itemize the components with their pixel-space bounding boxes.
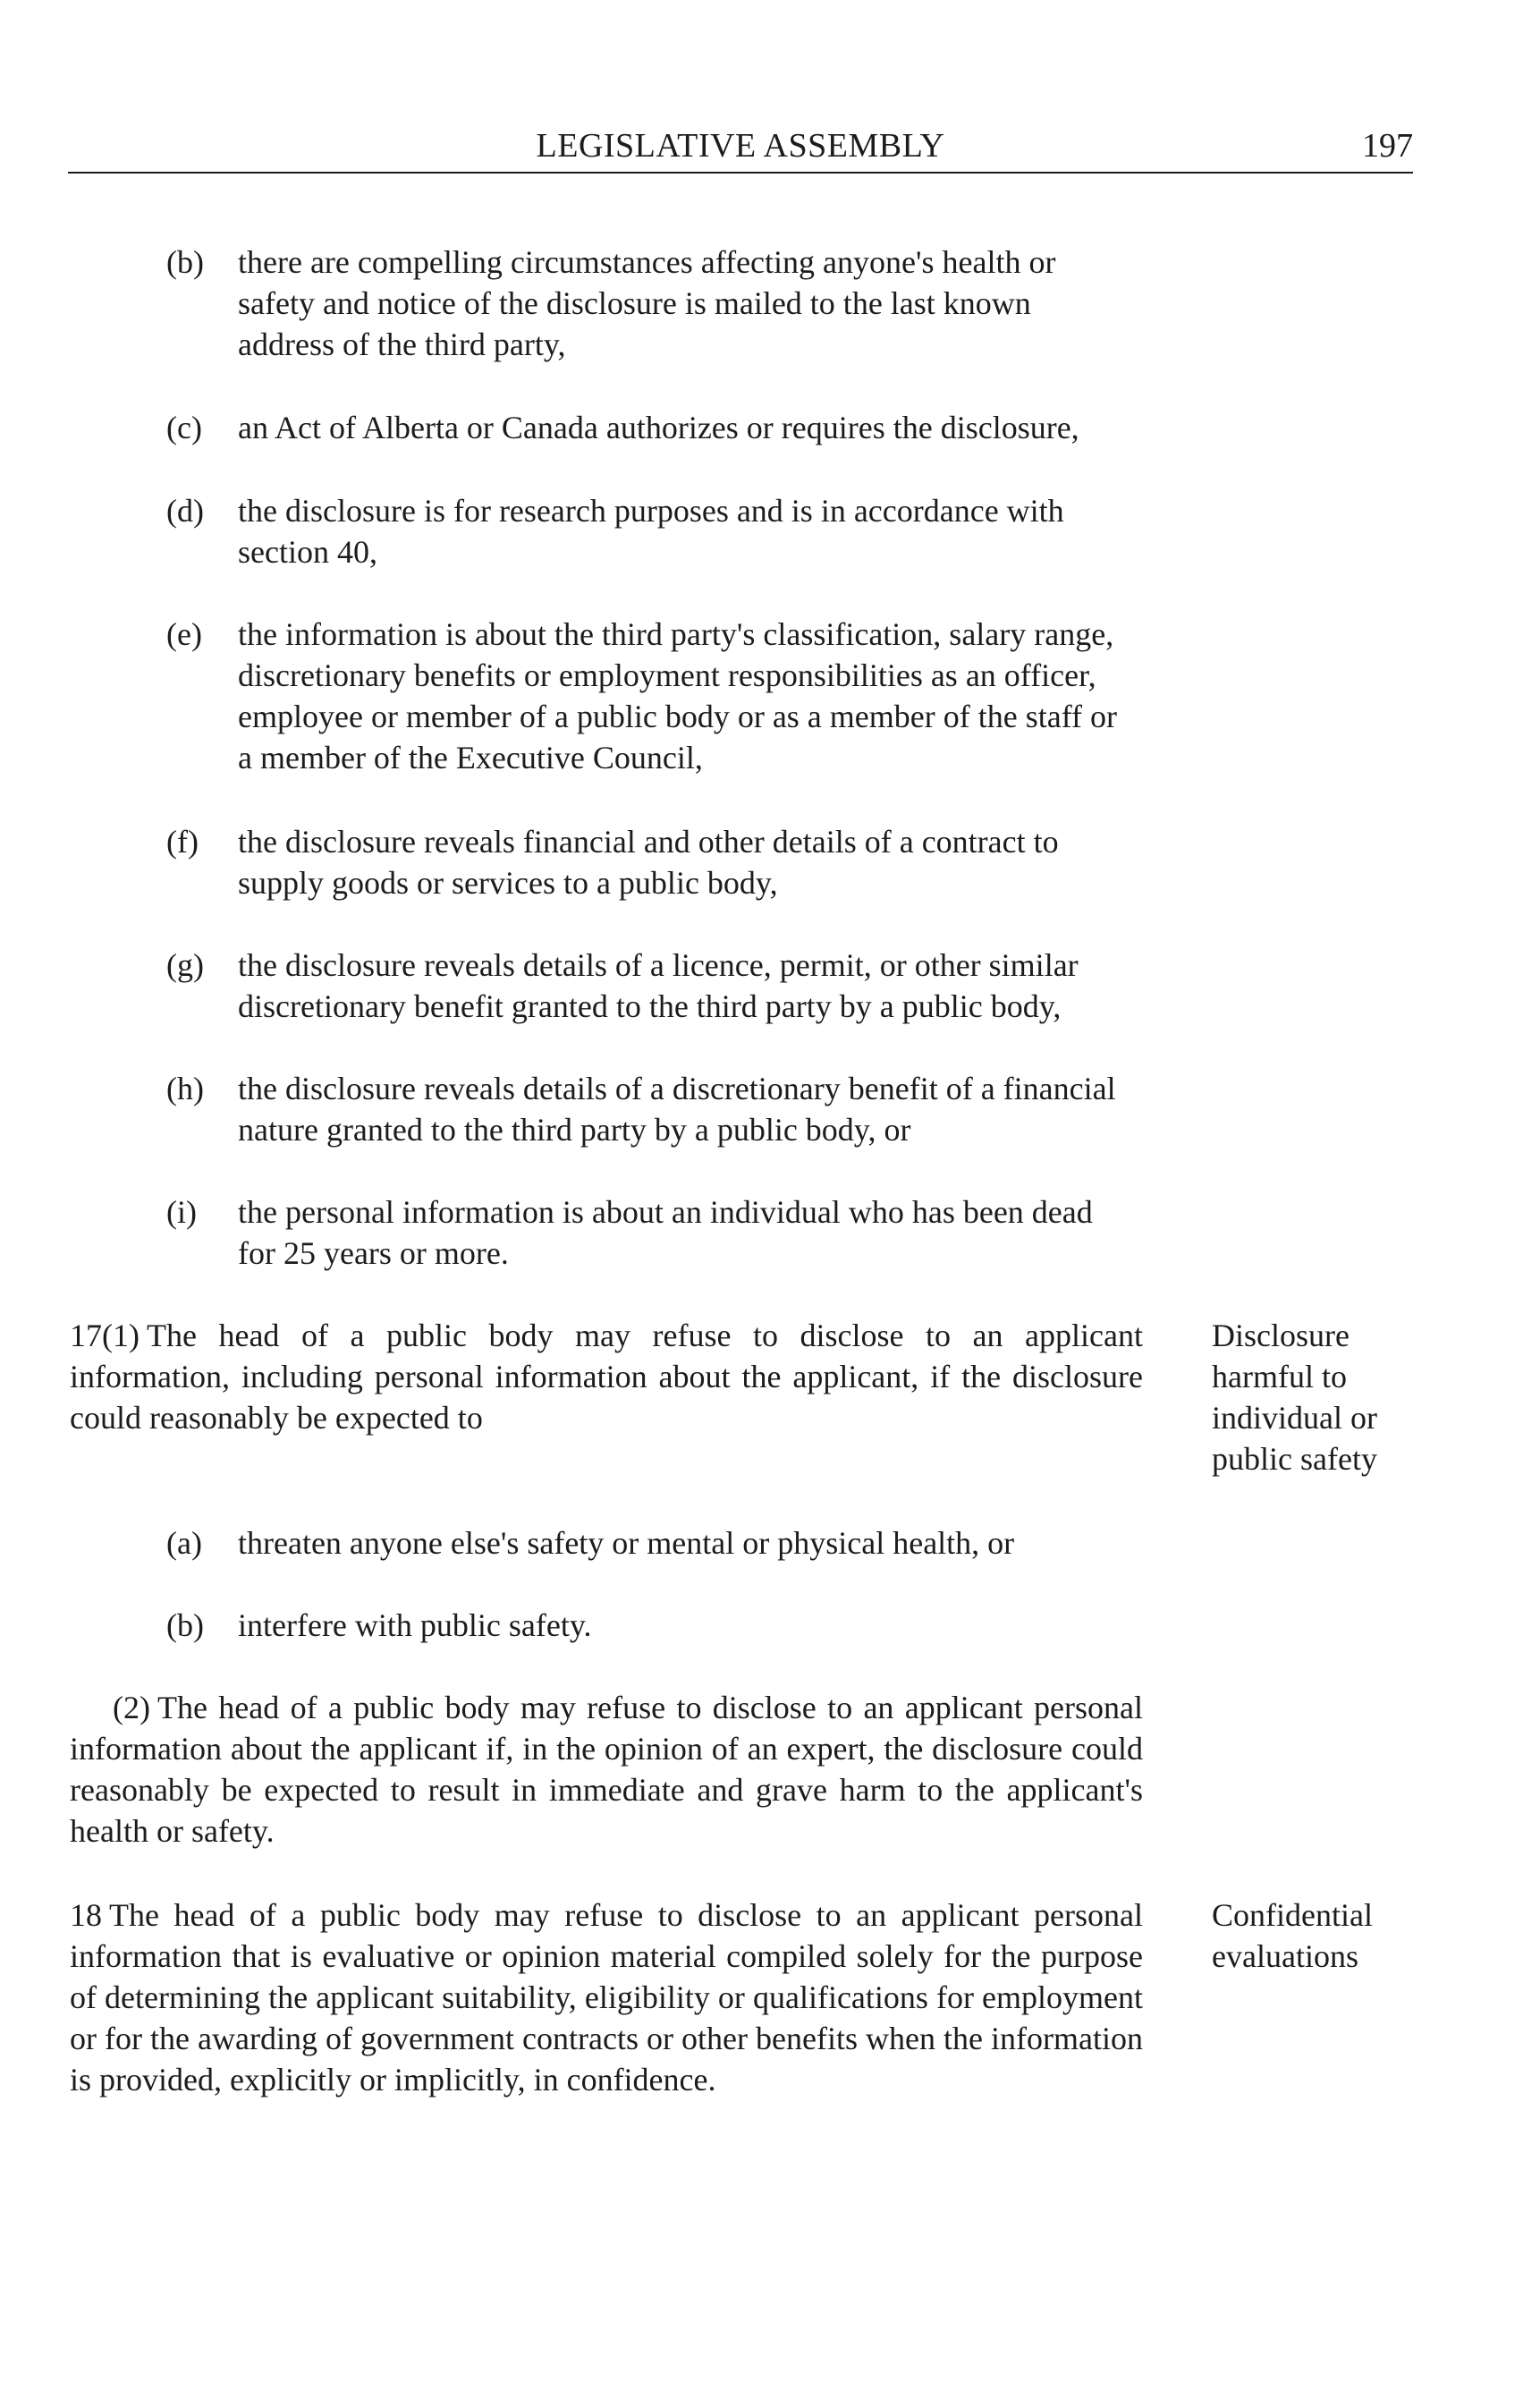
clause-label: (e) [166,616,202,652]
section-number: 17(1) [70,1318,140,1353]
header-rule [68,172,1413,174]
clause-text: the information is about the third party's classification, salary range, discretionary benefits or employment responsibilities as an officer, employee or member of a public body or as a member of the staff or a member of the Executive Council, [238,616,1118,775]
section-18 [70,1894,1143,2100]
clause-text: the disclosure reveals details of a discretionary benefit of a financial nature granted to the third party by a public body, or [238,1071,1116,1148]
subsection-number: (2) [113,1690,150,1725]
section-number: 18 [70,1897,102,1933]
section-text: The head of a public body may refuse to disclose to an applicant personal information that is evaluative or opinion material compiled solely for the purpose of determining the applicant suitability, eligibility or qualifications for employment or for the awarding of government contracts or other benefits when the information is provided, explicitly or implicitly, in confidence. [70,1897,1143,2098]
clause-text: the personal information is about an individual who has been dead for 25 years or more. [238,1194,1093,1271]
page-header [68,114,1413,170]
clause-label: (b) [166,244,204,280]
clause-label: (d) [166,493,204,529]
clause-text: threaten anyone else's safety or mental or physical health, or [238,1525,1015,1561]
section-text: The head of a public body may refuse to disclose to an applicant information, including personal information about the applicant, if the disclosure could reasonably be expected to [70,1318,1143,1436]
page-number: 197 [1362,127,1413,165]
clause-text: interfere with public safety. [238,1607,592,1643]
clause-text: there are compelling circumstances affecting anyone's health or safety and notice of the disclosure is mailed to the last known address of the third party, [238,244,1056,362]
clause-text: the disclosure is for research purposes and is in accordance with section 40, [238,493,1064,570]
clause-text: an Act of Alberta or Canada authorizes or requires the disclosure, [238,410,1079,445]
clause-label: (i) [166,1194,197,1230]
section-17-1 [70,1315,1143,1438]
clause-label: (b) [166,1607,204,1643]
margin-note-disclosure-harmful: Disclosure harmful to individual or public safety [1212,1318,1377,1477]
subsection-text: The head of a public body may refuse to disclose to an applicant personal information about the applicant if, in the opinion of an expert, the disclosure could reasonably be expected to result in immediate and grave harm to the applicant's health or safety. [70,1690,1143,1849]
clause-text: the disclosure reveals financial and other details of a contract to supply goods or services to a public body, [238,824,1059,901]
clause-label: (h) [166,1071,204,1106]
section-17-2 [70,1687,1143,1852]
clause-text: the disclosure reveals details of a licence, permit, or other similar discretionary benefit granted to the third party by a public body, [238,947,1079,1024]
header-title: LEGISLATIVE ASSEMBLY [536,127,945,165]
clause-label: (a) [166,1525,202,1561]
clause-label: (c) [166,410,202,445]
clause-label: (f) [166,824,199,860]
clause-label: (g) [166,947,204,983]
margin-note-confidential-evaluations: Confidential evaluations [1212,1897,1373,1974]
